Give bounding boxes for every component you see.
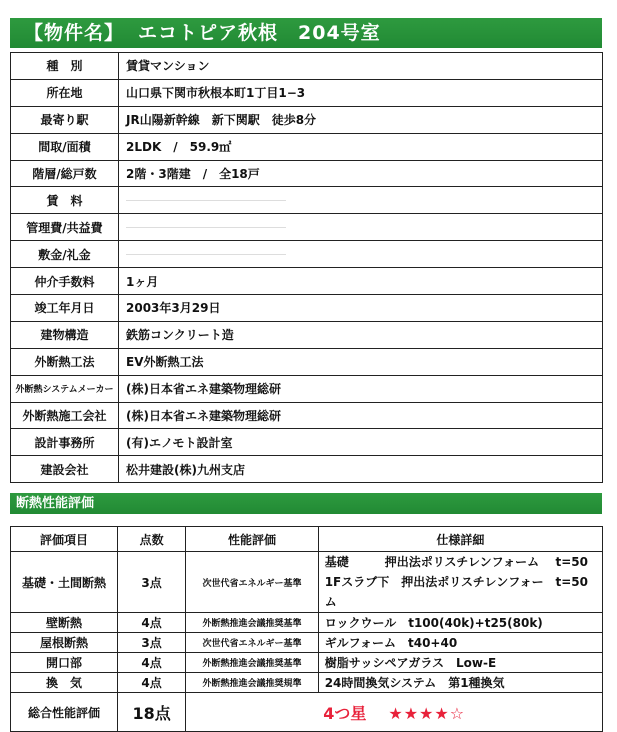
spec-line (325, 674, 602, 691)
info-value-blank (119, 241, 603, 268)
perf-row (11, 552, 603, 613)
perf-spec (318, 552, 602, 613)
info-row (11, 295, 603, 322)
info-row (11, 133, 603, 160)
info-label: 敷金/礼金 (11, 241, 119, 268)
info-value: 鉄筋コンクリート造 (119, 321, 603, 348)
perf-score: 3点 (117, 633, 185, 653)
perf-eval: 次世代省エネルギー基準 (186, 552, 318, 613)
info-value: 山口県下関市秋根本町1丁目1−3 (119, 79, 603, 106)
title-bracket: 【物件名】 (24, 22, 125, 44)
info-label: 竣工年月日 (11, 295, 119, 322)
info-label: 階層/総戸数 (11, 160, 119, 187)
info-value: 2階・3階建 / 全18戸 (119, 160, 603, 187)
total-row (11, 693, 603, 732)
info-value: EV外断熱工法 (119, 348, 603, 375)
perf-item: 壁断熱 (11, 613, 118, 633)
spec-material: ロックウール t100(40k)+t25(80k) (324, 616, 543, 630)
perf-eval: 次世代省エネルギー基準 (186, 633, 318, 653)
performance-table (10, 526, 603, 732)
total-score: 18点 (117, 693, 185, 732)
info-value: JR山陽新幹線 新下関駅 徒歩8分 (119, 106, 603, 133)
spec-material: 基礎 押出法ポリスチレンフォーム (324, 555, 540, 569)
perf-header: 性能評価 (186, 527, 318, 552)
perf-row (11, 633, 603, 653)
info-row (11, 375, 603, 402)
info-value: 1ヶ月 (119, 268, 603, 295)
perf-item: 基礎・土間断熱 (11, 552, 118, 613)
info-value: (株)日本省エネ建築物理総研 (119, 375, 603, 402)
spec-line (325, 654, 602, 671)
info-row (11, 321, 603, 348)
info-value: 2003年3月29日 (119, 295, 603, 322)
info-label: 外断熱工法 (11, 348, 119, 375)
spec-line (325, 572, 602, 612)
info-row (11, 456, 603, 483)
spec-line (325, 552, 602, 572)
property-info-table (10, 52, 603, 483)
perf-score: 4点 (117, 613, 185, 633)
perf-eval: 外断熱推進会議推奨基準 (186, 613, 318, 633)
perf-header: 評価項目 (11, 527, 118, 552)
info-label: 最寄り駅 (11, 106, 119, 133)
info-row (11, 160, 603, 187)
perf-eval: 外断熱推進会議推奨基準 (186, 653, 318, 673)
info-row (11, 348, 603, 375)
rating-stars-icon: ★★★★☆ (388, 703, 466, 723)
property-title-bar (10, 18, 602, 48)
perf-spec (318, 613, 602, 633)
info-label: 建設会社 (11, 456, 119, 483)
info-value: (有)エノモト設計室 (119, 429, 603, 456)
spec-thickness: t=50 (555, 555, 588, 569)
info-value: 2LDK / 59.9㎡ (119, 133, 603, 160)
spec-material: ギルフォーム t40+40 (324, 636, 458, 650)
perf-item: 開口部 (11, 653, 118, 673)
info-label: 間取/面積 (11, 133, 119, 160)
spec-material: 24時間換気システム 第1種換気 (324, 676, 505, 690)
info-row (11, 241, 603, 268)
info-row (11, 429, 603, 456)
perf-score: 3点 (117, 552, 185, 613)
perf-header: 仕様詳細 (318, 527, 602, 552)
spec-line (325, 634, 602, 651)
perf-score: 4点 (117, 673, 185, 693)
info-label: 外断熱施工会社 (11, 402, 119, 429)
info-row (11, 402, 603, 429)
info-value-blank (119, 214, 603, 241)
info-label: 管理費/共益費 (11, 214, 119, 241)
info-value-blank (119, 187, 603, 214)
perf-row (11, 613, 603, 633)
info-row (11, 79, 603, 106)
info-value: 賃貸マンション (119, 53, 603, 80)
perf-row (11, 653, 603, 673)
section-title: 断熱性能評価 (16, 496, 95, 511)
spec-thickness: t=50 (555, 575, 588, 589)
info-label: 所在地 (11, 79, 119, 106)
section-title-bar (10, 493, 602, 514)
info-row (11, 53, 603, 80)
perf-item: 屋根断熱 (11, 633, 118, 653)
total-label: 総合性能評価 (11, 693, 118, 732)
info-label: 仲介手数料 (11, 268, 119, 295)
perf-eval: 外断熱推進会議推奨規準 (186, 673, 318, 693)
spec-line (325, 614, 602, 631)
perf-header-row (11, 527, 603, 552)
perf-spec (318, 673, 602, 693)
info-row (11, 187, 603, 214)
perf-score: 4点 (117, 653, 185, 673)
info-value: (株)日本省エネ建築物理総研 (119, 402, 603, 429)
info-label: 外断熱システムメーカー (11, 375, 119, 402)
info-label: 種 別 (11, 53, 119, 80)
info-row (11, 106, 603, 133)
info-row (11, 268, 603, 295)
spec-material: 樹脂サッシペアガラス Low-E (324, 656, 497, 670)
perf-header: 点数 (117, 527, 185, 552)
rating-label: 4つ星 (323, 703, 367, 723)
info-label: 建物構造 (11, 321, 119, 348)
total-rating (186, 693, 603, 732)
perf-item: 換 気 (11, 673, 118, 693)
info-label: 設計事務所 (11, 429, 119, 456)
perf-row (11, 673, 603, 693)
spec-material: 1Fスラブ下 押出法ポリスチレンフォーム (324, 575, 544, 609)
info-label: 賃 料 (11, 187, 119, 214)
info-row (11, 214, 603, 241)
property-name: エコトピア秋根 204号室 (138, 22, 381, 44)
info-value: 松井建設(株)九州支店 (119, 456, 603, 483)
perf-spec (318, 653, 602, 673)
perf-spec (318, 633, 602, 653)
